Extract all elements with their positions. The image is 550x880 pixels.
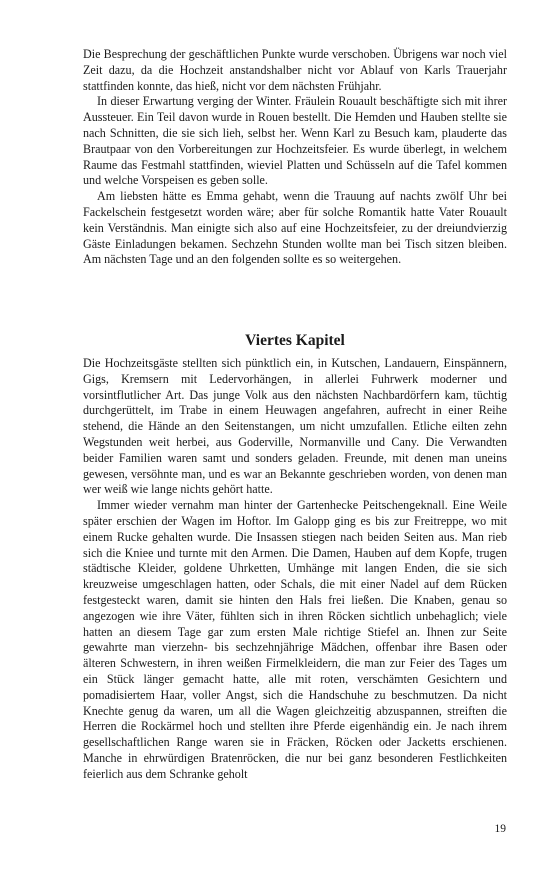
page-number: 19 xyxy=(494,823,506,835)
paragraph: Die Besprechung der geschäftlichen Punkte wurde verschoben. Übrigens war noch viel Zeit dazu, da die Hochzeit anstandshalber nicht vor Ablauf von Karls Trauerjahr stattfinden konnte, das hieß, nicht vor dem nächsten Frühjahr. xyxy=(83,47,507,93)
text-block-before-chapter xyxy=(83,47,507,268)
paragraph: Immer wieder vernahm man hinter der Gartenhecke Peitschengeknall. Eine Weile später erschien der Wagen im Hoftor. Im Galopp ging es bis zur Freitreppe, wo mit einem Rucke gehalten wurde. Die Insassen stiegen nach beiden Seiten aus. Man rieb sich die Kniee und turnte mit den Armen. Die Damen, Hauben auf dem Kopfe, trugen städtische Kleider, goldene Uhrketten, Umhänge mit langen Enden, die sie sich kreuzweise umgeschlagen hatten, oder Schals, die mit einer Nadel auf dem Rücken festgesteckt waren, damit sie hinten den Hals frei ließen. Die Knaben, genau so angezogen wie ihre Väter, fühlten sich in ihren Röcken sichtlich unbehaglich; viele hatten an diesem Tage gar zum ersten Male richtige Stiefel an. Ihnen zur Seite gewahrte man vierzehn- bis sechzehnjährige Mädchen, offenbar ihre Basen oder älteren Schwestern, in ihren weißen Firmelkleidern, die man zur Feier des Tages um ein Stück länger gemacht hatte, alle mit roten, verschämten Gesichtern und pomadisiertem Haar, voller Angst, sich die Handschuhe zu beschmutzen. Da nicht Knechte genug da waren, um all die Wagen gleichzeitig abzuspannen, streiften die Herren die Rockärmel hoch und stellten ihre Pferde eigenhändig ein. Je nach ihrem gesellschaftlichen Range waren sie in Fräcken, Röcken oder Jacketts erschienen. Manche in ehrwürdigen Bratenröcken, die nur bei ganz besonderen Festlichkeiten feierlich aus dem Schranke geholt xyxy=(83,498,507,781)
paragraph: Die Hochzeitsgäste stellten sich pünktlich ein, in Kutschen, Landauern, Einspännern, Gigs, Kremsern mit Ledervorhängen, in allerlei Fuhrwerk moderner und vorsintflutlicher Art. Das junge Volk aus den nächsten Nachbardörfern kam, tüchtig durchgerüttelt, im Trabe in einem Heuwagen angefahren, aufrecht in einer Reihe stehend, die Hände an den Seitenstangen, um nicht umzufallen. Etliche eilten zehn Wegstunden weit herbei, aus Goderville, Normanville und Cany. Die Verwandten beider Familien waren samt und sonders geladen. Freunde, mit denen man uneins gewesen, versöhnte man, und es war an Bekannte geschrieben worden, von denen man wer weiß wie lange nichts gehört hatte. xyxy=(83,356,507,497)
text-block-chapter xyxy=(83,356,507,783)
paragraph: Am liebsten hätte es Emma gehabt, wenn die Trauung auf nachts zwölf Uhr bei Fackelschein festgesetzt worden wäre; aber für solche Romantik hatte Vater Rouault kein Verständnis. Man einigte sich also auf eine Hochzeitsfeier, zu der dreiundvierzig Gäste Einladungen bekamen. Sechzehn Stunden wollte man bei Tisch sitzen bleiben. Am nächsten Tage und an den folgenden sollte es so weitergehen. xyxy=(83,189,507,267)
paragraph: In dieser Erwartung verging der Winter. Fräulein Rouault beschäftigte sich mit ihrer Aussteuer. Ein Teil davon wurde in Rouen bestellt. Die Hemden und Hauben stellte sie nach Schnitten, die sie sich lieh, selbst her. Wenn Karl zu Besuch kam, plauderte das Brautpaar von den Vorbereitungen zur Hochzeitsfeier. Es wurde überlegt, in welchem Raume das Festmahl stattfinden, wieviel Platten und Schüsseln auf die Tafel kommen und welche Vorspeisen es geben solle. xyxy=(83,94,507,188)
chapter-title: Viertes Kapitel xyxy=(245,332,345,349)
